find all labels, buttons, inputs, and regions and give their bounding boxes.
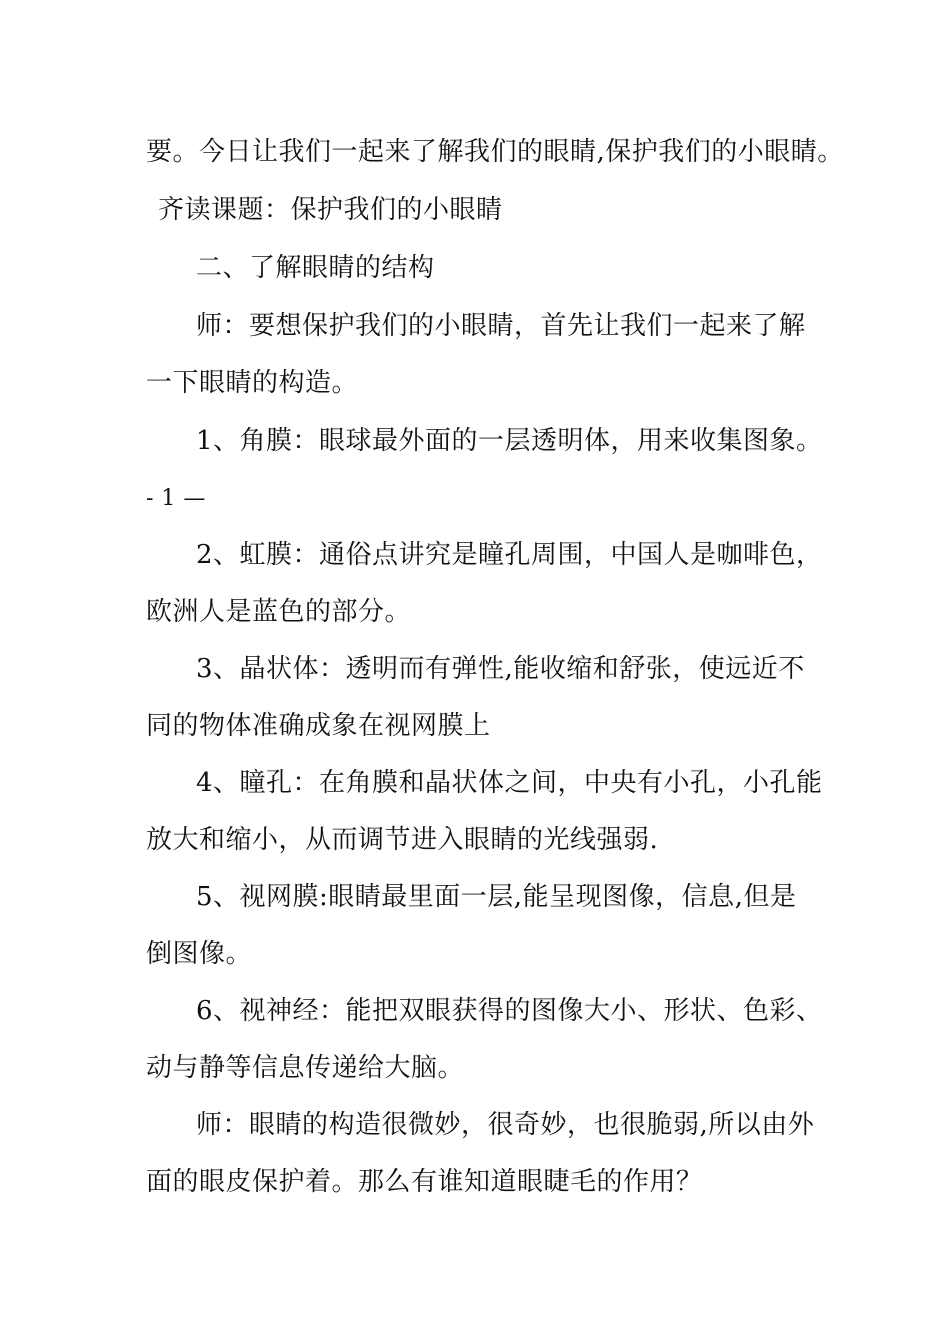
text-line: 一下眼睛的构造。 — [146, 368, 359, 398]
text-line: 欧洲人是蓝色的部分。 — [146, 597, 412, 627]
section-heading: 二、了解眼睛的结构 — [196, 253, 435, 283]
text-line: 师：要想保护我们的小眼睛，首先让我们一起来了解 — [196, 311, 806, 341]
list-item-retina: 5、视网膜:眼睛最里面一层,能呈现图像，信息,但是 — [196, 882, 797, 912]
list-item-pupil: 4、瞳孔：在角膜和晶状体之间，中央有小孔，小孔能 — [196, 768, 823, 798]
text-line: 同的物体准确成象在视网膜上 — [146, 711, 491, 741]
list-item-iris: 2、虹膜：通俗点讲究是瞳孔周围，中国人是咖啡色， — [196, 540, 823, 570]
list-item-optic-nerve: 6、视神经：能把双眼获得的图像大小、形状、色彩、 — [196, 996, 823, 1026]
text-line: 师：眼睛的构造很微妙，很奇妙，也很脆弱,所以由外 — [196, 1110, 815, 1140]
text-line: 要。今日让我们一起来了解我们的眼睛,保护我们的小眼睛。 — [146, 137, 844, 167]
list-item-lens: 3、晶状体：透明而有弹性,能收缩和舒张，使远近不 — [196, 654, 805, 684]
text-line: 倒图像。 — [146, 939, 253, 969]
text-line: 面的眼皮保护着。那么有谁知道眼睫毛的作用？ — [146, 1167, 703, 1197]
lesson-title-line: 齐读课题：保护我们的小眼睛 — [158, 195, 503, 225]
list-item-cornea: 1、角膜：眼球最外面的一层透明体，用来收集图象。 — [196, 426, 823, 456]
text-line: 放大和缩小，从而调节进入眼睛的光线强弱. — [146, 825, 659, 855]
text-line: 动与静等信息传递给大脑。 — [146, 1053, 465, 1083]
page-number: - 1 — — [146, 486, 206, 511]
